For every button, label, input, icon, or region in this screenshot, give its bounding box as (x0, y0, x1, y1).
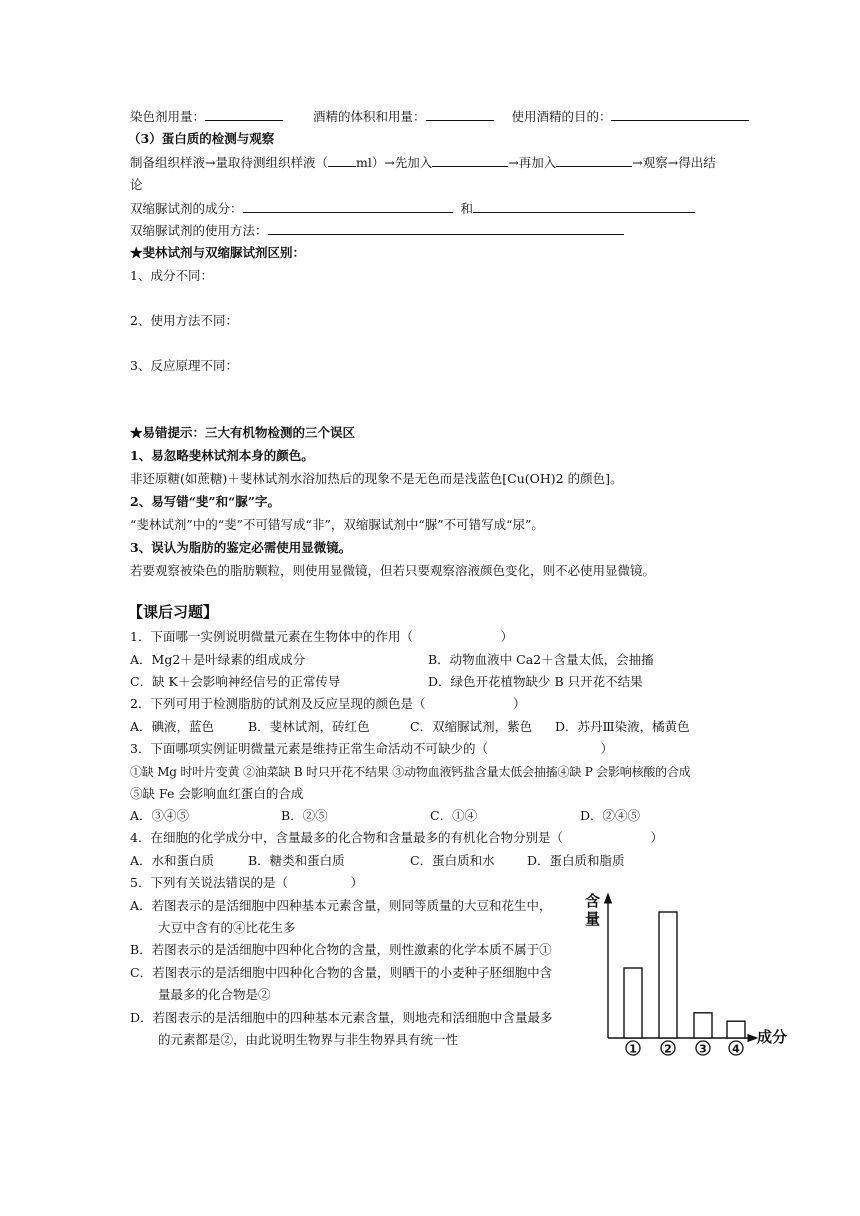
bar-4 (727, 1021, 745, 1038)
x-axis-label: 成分 (757, 1028, 788, 1046)
tip-1: 1、易忽略斐林试剂本身的颜色。 (130, 448, 314, 463)
q1-option-d: D．绿色开花植物缺少 B 只开花不结果 (428, 674, 643, 689)
bar-2 (659, 912, 677, 1038)
comp-label: 双缩脲试剂的成分： (130, 201, 243, 216)
purpose-blank (611, 108, 749, 121)
q3-option-c: C．①④ (430, 808, 478, 823)
protein-steps (130, 154, 716, 171)
dye-line (130, 108, 749, 125)
q3-statements-1: ①缺 Mg 时叶片变黄 ②油菜缺 B 时只开花不结果 ③动物血液钙盐含量太低会抽搐④缺 P 会影响核酸的合成 (130, 765, 691, 779)
first-reagent-blank (432, 154, 508, 167)
q5: 5．下列有关说法错误的是（ ） (130, 875, 363, 890)
q1-option-a: A．Mg2＋是叶绿素的组成成分 (130, 652, 306, 667)
q3-option-d: D．②④⑤ (580, 808, 641, 823)
tip-3: 3、误认为脂肪的鉴定必需使用显微镜。 (130, 540, 352, 555)
q4-option-c: C．蛋白质和水 (410, 853, 495, 868)
dye-label: 染色剂用量： (130, 109, 206, 124)
q3-option-a: A．③④⑤ (130, 808, 190, 823)
and-text: 和 (460, 201, 474, 216)
tick-label-2: 2 (664, 1042, 672, 1056)
q4-option-a: A．水和蛋白质 (130, 853, 215, 868)
q1-option-b: B．动物血液中 Ca2＋含量太低，会抽搐 (428, 652, 654, 667)
steps-continuation: 论 (130, 177, 143, 192)
q3-option-b: B．②⑤ (281, 808, 328, 823)
q2-option-b: B．斐林试剂，砖红色 (248, 719, 370, 734)
q5-option-a-line1: A．若图表示的是活细胞中四种基本元素含量，则同等质量的大豆和花生中， (130, 898, 552, 913)
alcohol-blank (426, 108, 494, 121)
q5-option-c-line2: 量最多的化合物是② (158, 987, 271, 1002)
compare-item-1: 1、成分不同： (130, 268, 213, 283)
biuret-usage (130, 222, 624, 239)
content-bar-chart (585, 888, 805, 1056)
steps-text-d: →观察→得出结 (632, 155, 716, 170)
y-axis-label: 含量 (585, 892, 601, 928)
tick-label-4: 4 (732, 1042, 740, 1056)
q5-option-a-line2: 大豆中含有的④比花生多 (158, 920, 296, 935)
q3-statements-2: ⑤缺 Fe 会影响血红蛋白的合成 (130, 786, 304, 801)
dye-blank (205, 108, 283, 121)
compare-title: ★斐林试剂与双缩脲试剂区别： (130, 245, 306, 260)
tick-label-1: 1 (629, 1042, 637, 1056)
usage-label: 双缩脲试剂的使用方法： (130, 223, 268, 238)
q4: 4．在细胞的化学成分中，含量最多的化合物和含量最多的有机化合物分别是（ ） (130, 830, 663, 845)
steps-text-a: 制备组织样液→量取待测组织样液（ (130, 155, 328, 170)
bar-1 (624, 968, 642, 1038)
q4-option-b: B．糖类和蛋白质 (248, 853, 345, 868)
q2-option-a: A．碘液，蓝色 (130, 719, 215, 734)
compare-item-3: 3、反应原理不同： (130, 358, 238, 373)
usage-blank (268, 222, 624, 235)
q3: 3．下面哪项实例证明微量元素是维持正常生命活动不可缺少的（ ） (130, 741, 613, 756)
purpose-label: 使用酒精的目的： (511, 109, 612, 124)
q5-option-d-line1: D．若图表示的是活细胞中的四种基本元素含量，则地壳和活细胞中含量最多 (130, 1010, 553, 1025)
tips-title: ★易错提示：三大有机物检测的三个误区 (130, 425, 356, 440)
compare-item-2: 2、使用方法不同： (130, 313, 238, 328)
steps-text-c: →再加入 (508, 155, 557, 170)
q5-option-d-line2: 的元素都是②，由此说明生物界与非生物界具有统一性 (158, 1032, 459, 1047)
bar-group (624, 912, 745, 1056)
q2-option-c: C．双缩脲试剂，紫色 (410, 719, 533, 734)
tip-3-detail: 若要观察被染色的脂肪颗粒，则使用显微镜，但若只要观察溶液颜色变化，则不必使用显微镜。 (130, 563, 656, 578)
comp-blank-1 (243, 200, 453, 213)
alcohol-label: 酒精的体积和用量： (312, 109, 426, 124)
exercises-title: 【课后习题】 (128, 603, 219, 621)
sec3-title: （3）蛋白质的检测与观察 (128, 131, 275, 146)
q2-option-d: D．苏丹Ⅲ染液，橘黄色 (555, 719, 690, 734)
comp-blank-2 (473, 200, 695, 213)
bar-3 (694, 1013, 712, 1038)
q5-option-c-line1: C．若图表示的是活细胞中四种化合物的含量，则晒干的小麦种子胚细胞中含 (130, 965, 553, 980)
q1-option-c: C．缺 K＋会影响神经信号的正常传导 (130, 674, 341, 689)
tip-1-detail: 非还原糖(如蔗糖)＋斐林试剂水浴加热后的现象不是无色而是浅蓝色[Cu(OH)2 的颜色]。 (130, 471, 623, 486)
ml-blank (328, 154, 356, 167)
tip-2: 2、易写错“斐”和“脲”字。 (130, 494, 280, 509)
steps-text-b: ml）→先加入 (355, 155, 433, 170)
tick-label-3: 3 (699, 1042, 707, 1056)
q5-option-b: B．若图表示的是活细胞中四种化合物的含量，则性激素的化学本质不属于① (130, 942, 552, 957)
second-reagent-blank (556, 154, 632, 167)
biuret-components (130, 200, 695, 217)
tip-2-detail: “斐林试剂”中的“斐”不可错写成“非”，双缩脲试剂中“脲”不可错写成“尿”。 (130, 517, 544, 532)
q2: 2．下列可用于检测脂肪的试剂及反应呈现的颜色是（ ） (130, 696, 526, 711)
q1: 1．下面哪一实例说明微量元素在生物体中的作用（ ） (130, 629, 513, 644)
q4-option-d: D．蛋白质和脂质 (527, 853, 625, 868)
